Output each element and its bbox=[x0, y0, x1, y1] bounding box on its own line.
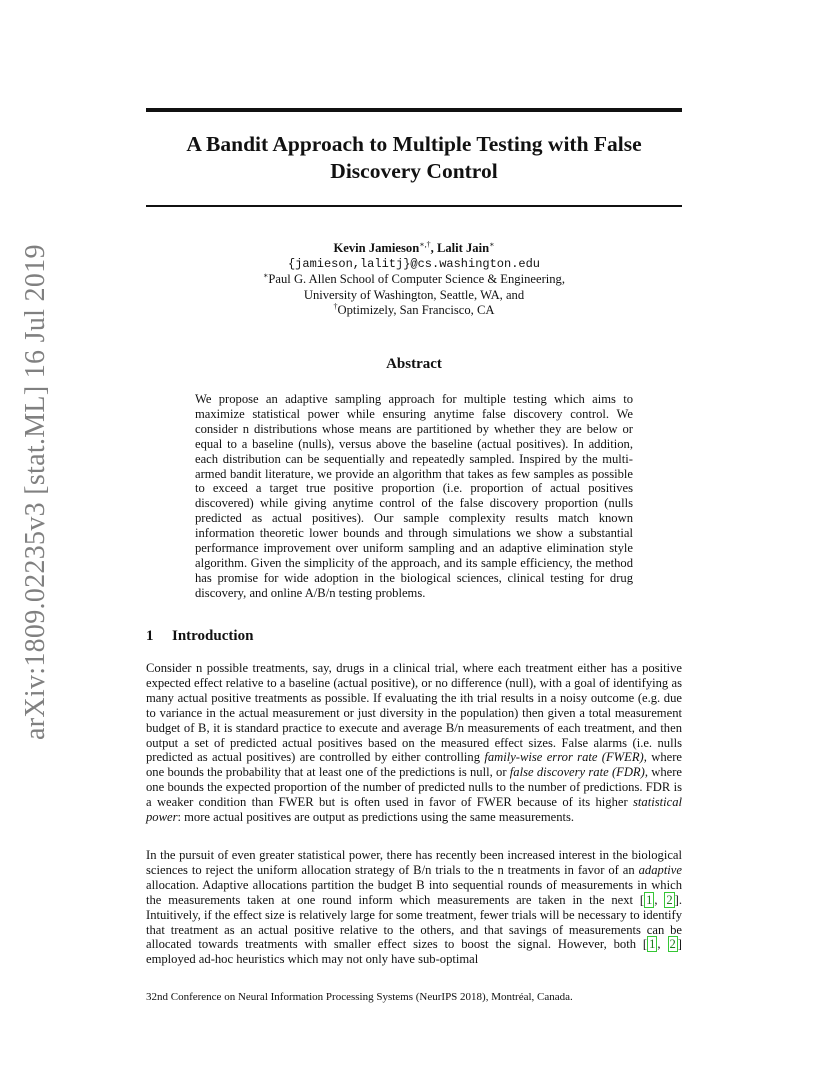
author-mark-2: ∗ bbox=[489, 239, 495, 249]
affiliation-mark-1: ∗ bbox=[262, 270, 269, 280]
p1-text-c: , where one bounds the expected proportion of the number of predicted nulls to the number of predictions. FDR is a weaker condition than FWER but is often used in favor of FWER because of its higher bbox=[146, 765, 683, 810]
author-block bbox=[146, 241, 682, 319]
p1-term-fdr: false discovery rate (FDR) bbox=[509, 765, 645, 780]
p2-sep-2: , bbox=[657, 937, 668, 952]
p1-term-fwer: family-wise error rate (FWER) bbox=[484, 750, 644, 765]
title-bottom-rule bbox=[146, 205, 682, 207]
p2-text-b: allocation. Adaptive allocations partition the budget B into sequential rounds of measurements in which the measurements taken at one round inform which measurements are taken in the next [ bbox=[146, 877, 682, 907]
abstract-text: We propose an adaptive sampling approach for multiple testing which aims to maximize statistical power while ensuring anytime false discovery control. We consider n distributions whose means are partitioned by whether they are below or equal to a baseline (nulls), versus above the baseline (actual positives). In addition, each distribution can be sequentially and repeatedly sampled. Inspired by the multi-armed bandit literature, we provide an algorithm that takes as few samples as possible to exceed a target true positive proportion (i.e. proportion of actual positives discovered) while giving anytime control of the false discovery proportion (nulls predicted as actual positives). Our sample complexity results match known information theoretic lower bounds and through simulations we show a substantial performance improvement over uniform sampling and an adaptive elimination style algorithm. Given the simplicity of the approach, and its sample efficiency, the method has promise for wide adoption in the biological sciences, clinical testing for drug discovery, and online A/B/n testing problems. bbox=[195, 392, 633, 600]
p2-term-adaptive: adaptive bbox=[638, 862, 682, 877]
citation-link-4[interactable]: 2 bbox=[669, 937, 676, 952]
section-title: Introduction bbox=[172, 628, 254, 644]
author-email: {jamieson,lalitj}@cs.washington.edu bbox=[287, 256, 541, 271]
affiliation-text-3: Optimizely, San Francisco, CA bbox=[337, 303, 495, 317]
section-heading-introduction bbox=[146, 628, 253, 645]
author-mark-1: ∗,† bbox=[419, 239, 431, 249]
arxiv-sidebar-stamp: arXiv:1809.02235v3 [stat.ML] 16 Jul 2019 bbox=[20, 244, 51, 740]
abstract-heading: Abstract bbox=[386, 356, 442, 372]
citation-link-3[interactable]: 1 bbox=[649, 937, 656, 952]
p1-text-a: Consider n possible treatments, say, drugs in a clinical trial, where each treatment either has a positive expected effect relative to a baseline (actual positive), or no difference (null), with a goal of identifying as many actual positive treatments as possible. If evaluating the ith trial results in a noisy outcome (e.g. due to variance in the actual measurement or just diversity in the population) then given a total measurement budget of B, it is standard practice to execute and average B/n measurements of each treatment, and then output a set of predicted actual positives based on the measured effect sizes. False alarms (i.e. nulls predicted as actual positives) are controlled by either controlling bbox=[146, 661, 682, 765]
citation-link-2[interactable]: 2 bbox=[666, 892, 673, 907]
author-names bbox=[146, 241, 682, 257]
p2-text-c: ]. Intuitively, if the effect size is relatively large for some treatment, fewer trials will be necessary to identify that treatment as an actual positive relative to the others, and that savings of measurements can be allocated towards treatments with smaller effect sizes to boost the signal. However, both [ bbox=[146, 892, 682, 952]
author-name-1: Kevin Jamieson bbox=[333, 241, 420, 255]
paper-title: A Bandit Approach to Multiple Testing with False Discovery Control bbox=[186, 132, 642, 183]
affiliation-line-2: University of Washington, Seattle, WA, and bbox=[303, 287, 525, 302]
intro-paragraph-1 bbox=[146, 661, 682, 825]
author-name-2: , Lalit Jain bbox=[430, 241, 490, 255]
p2-text-a: In the pursuit of even greater statistical power, there has recently been increased interest in the biological sciences to reject the uniform allocation strategy of B/n trials to the n treatments in favor of an bbox=[146, 848, 682, 877]
p2-text-d: ] employed ad-hoc heuristics which may not only have sub-optimal bbox=[146, 937, 682, 967]
affiliation-mark-2: † bbox=[333, 301, 338, 311]
p1-text-d: : more actual positives are output as predictions using the same measurements. bbox=[177, 810, 575, 825]
section-number: 1 bbox=[146, 628, 154, 644]
affiliation-line-1 bbox=[146, 272, 682, 288]
intro-paragraph-2 bbox=[146, 848, 682, 967]
p1-term-statistical-power: statistical power bbox=[146, 795, 682, 825]
affiliation-line-3 bbox=[146, 303, 682, 319]
title-top-rule bbox=[146, 108, 682, 112]
citation-link-1[interactable]: 1 bbox=[646, 892, 653, 907]
p2-sep-1: , bbox=[654, 892, 665, 907]
affiliation-text-1: Paul G. Allen School of Computer Science & Engineering, bbox=[268, 272, 566, 286]
p1-text-b: , where one bounds the probability that at least one of the predictions is null, or bbox=[146, 750, 683, 780]
conference-footer: 32nd Conference on Neural Information Processing Systems (NeurIPS 2018), Montréal, Canada. bbox=[146, 991, 573, 1003]
